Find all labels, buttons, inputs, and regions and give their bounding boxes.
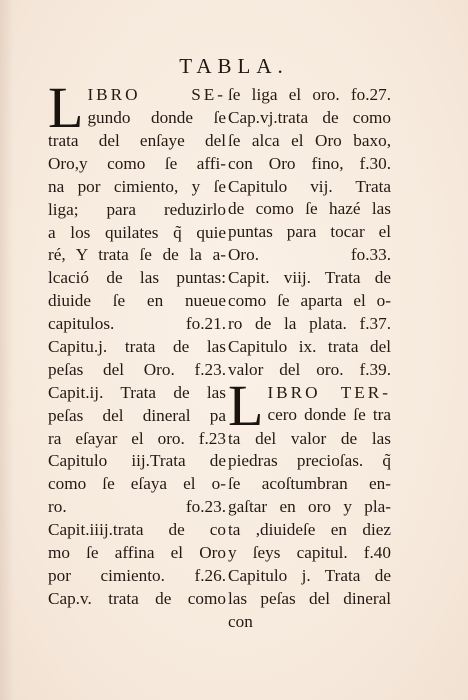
book-two-opening bbox=[48, 75, 226, 140]
drop-cap: L bbox=[48, 75, 84, 140]
text-line: Capitulo vij. Trata bbox=[228, 176, 391, 196]
text-line: peſas del Oro. f.23. bbox=[48, 359, 226, 379]
text-line: Capitulo j. Trata de bbox=[228, 565, 391, 585]
left-column-lines bbox=[48, 130, 226, 611]
text-line: diuide ſe en nueue bbox=[48, 291, 226, 311]
right-column-lines-top bbox=[228, 84, 391, 382]
text-line: con Oro fino, f.30. bbox=[228, 153, 391, 173]
text-line: ta del valor de las bbox=[228, 428, 391, 448]
text-line: na por cimiento, y ſe bbox=[48, 176, 226, 196]
text-line: y ſeys capitul. f.40 bbox=[228, 543, 391, 563]
text-line: ſe liga el oro. fo.27. bbox=[228, 85, 391, 104]
text-line: peſas del dineral pa bbox=[48, 405, 226, 425]
text-line: puntas para tocar el bbox=[228, 222, 391, 242]
page-header: TABLA. bbox=[179, 54, 289, 78]
text-line: gundo donde ſe bbox=[87, 107, 226, 127]
text-line: Capit.ij. Trata de las bbox=[48, 382, 226, 402]
text-line: las peſas del dineral bbox=[228, 588, 391, 608]
text-line: Capit.iiij.trata de co bbox=[48, 520, 226, 540]
text-line: capitulos. fo.21. bbox=[48, 314, 226, 334]
text-line: trata del enſaye del bbox=[48, 131, 226, 150]
text-line: a los quilates q̃ quie bbox=[48, 222, 226, 242]
right-column-lines-bottom bbox=[228, 428, 391, 634]
text-line: mo ſe affina el Oro bbox=[48, 543, 226, 563]
text-line: ro de la plata. f.37. bbox=[228, 313, 391, 333]
text-line: IBRO TER- bbox=[267, 382, 391, 402]
text-line: cero donde ſe tra bbox=[267, 405, 391, 425]
right-column bbox=[228, 84, 391, 634]
text-line: Oro. fo.33. bbox=[228, 245, 391, 265]
text-line: con bbox=[228, 611, 253, 631]
text-line: Capitulo iij.Trata de bbox=[48, 451, 226, 471]
text-line: liga; para reduzirlo bbox=[48, 199, 226, 219]
text-line: ſe alca el Oro baxo, bbox=[228, 130, 391, 150]
text-line: como ſe aparta el o- bbox=[228, 291, 391, 311]
text-line: ré, Y trata ſe de la a- bbox=[48, 245, 226, 265]
text-line: ſe acoſtumbran en- bbox=[228, 474, 391, 494]
text-line: lcació de las puntas: bbox=[48, 268, 226, 288]
text-line: gaſtar en oro y pla- bbox=[228, 497, 391, 517]
text-line: piedras precioſas. q̃ bbox=[228, 451, 391, 471]
text-line: Oro,y como ſe affi- bbox=[48, 153, 226, 173]
text-line: valor del oro. f.39. bbox=[228, 359, 391, 379]
text-line: de como ſe hazé las bbox=[228, 199, 391, 219]
left-column bbox=[48, 75, 226, 611]
drop-cap: L bbox=[228, 372, 264, 438]
text-line: Capitu.j. trata de las bbox=[48, 337, 226, 357]
text-line: ro. fo.23. bbox=[48, 497, 226, 517]
text-line: Cap.vj.trata de como bbox=[228, 107, 391, 127]
text-line: Cap.v. trata de como bbox=[48, 588, 226, 608]
page-gutter-shadow bbox=[0, 0, 14, 700]
text-line: Capit. viij. Trata de bbox=[228, 268, 391, 288]
text-line: por cimiento. f.26. bbox=[48, 565, 226, 585]
text-line: como ſe eſaya el o- bbox=[48, 474, 226, 494]
text-line: IBRO SE- bbox=[87, 85, 226, 104]
text-line: ta ,diuideſe en diez bbox=[228, 520, 391, 540]
text-line: ra eſayar el oro. f.23 bbox=[48, 428, 226, 448]
text-line: Capitulo ix. trata del bbox=[228, 336, 391, 356]
